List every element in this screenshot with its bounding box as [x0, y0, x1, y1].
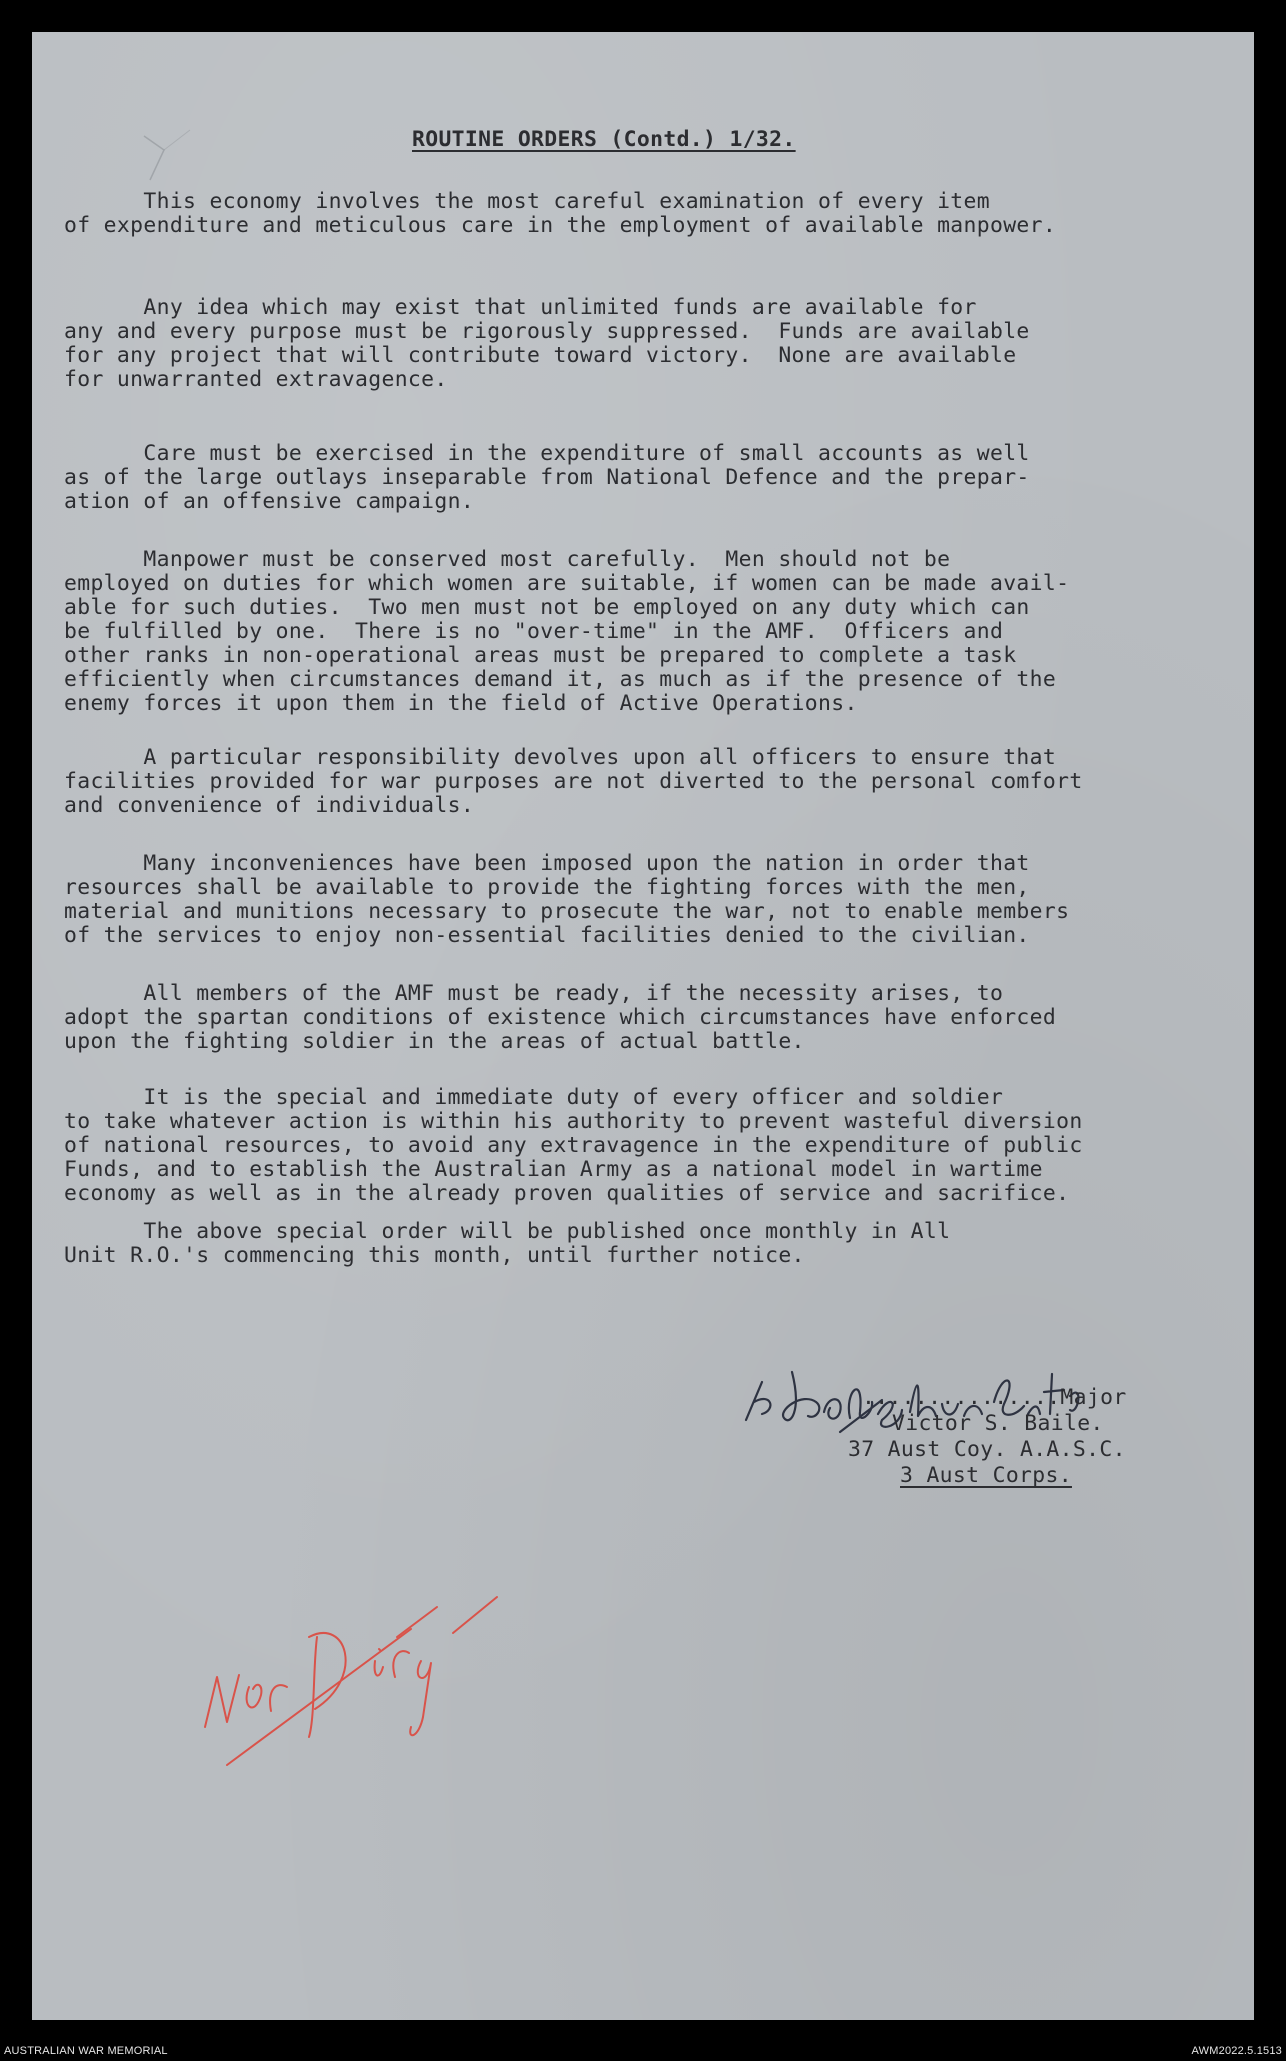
paragraph-line: Care must be exercised in the expenditure of small accounts as well	[64, 441, 1030, 466]
paragraph-line: as of the large outlays inseparable from National Defence and the prepar-	[64, 465, 1030, 490]
document-heading: ROUTINE ORDERS (Contd.) 1/32.	[412, 127, 796, 152]
paragraph-line: Any idea which may exist that unlimited funds are available for	[64, 295, 977, 320]
signatory-name: Victor S. Baile.	[892, 1411, 1104, 1436]
paragraph-line: The above special order will be published once monthly in All	[64, 1219, 951, 1244]
paragraph-line: material and munitions necessary to prosecute the war, not to enable members	[64, 899, 1070, 924]
paragraph	[64, 1220, 950, 1268]
paragraph-line: resources shall be available to provide the fighting forces with the men,	[64, 875, 1030, 900]
paragraph-line: Manpower must be conserved most carefully. Men should not be	[64, 547, 951, 572]
signatory-corps: 3 Aust Corps.	[900, 1463, 1072, 1488]
paragraph-line: for unwarranted extravagence.	[64, 367, 448, 392]
paragraph	[64, 442, 1030, 514]
paragraph-line: It is the special and immediate duty of every officer and soldier	[64, 1085, 1004, 1110]
paragraph-line: Funds, and to establish the Australian Army as a national model in wartime	[64, 1157, 1043, 1182]
paragraph	[64, 746, 1083, 818]
paragraph-line: upon the fighting soldier in the areas of actual battle.	[64, 1029, 805, 1054]
paragraph-line: efficiently when circumstances demand it, as much as if the presence of the	[64, 667, 1057, 692]
signature-block	[732, 1352, 1252, 1512]
paragraph-line: ation of an offensive campaign.	[64, 489, 475, 514]
paragraph-line: Unit R.O.'s commencing this month, until further notice.	[64, 1243, 805, 1268]
paragraph	[64, 982, 1056, 1054]
paragraph-line: be fulfilled by one. There is no "over-time" in the AMF. Officers and	[64, 619, 1004, 644]
paragraph-line: economy as well as in the already proven qualities of service and sacrifice.	[64, 1181, 1070, 1206]
paragraph	[64, 852, 1069, 948]
paragraph-line: of expenditure and meticulous care in the employment of available manpower.	[64, 213, 1057, 238]
paragraph-line: A particular responsibility devolves upon all officers to ensure that	[64, 745, 1057, 770]
paragraph	[64, 296, 1030, 392]
paragraph-line: enemy forces it upon them in the field of Active Operations.	[64, 691, 858, 716]
footer-institution: AUSTRALIAN WAR MEMORIAL	[4, 2045, 168, 2057]
paragraph-line: All members of the AMF must be ready, if the necessity arises, to	[64, 981, 1004, 1006]
paragraph-line: any and every purpose must be rigorously suppressed. Funds are available	[64, 319, 1030, 344]
paragraph-line: This economy involves the most careful examination of every item	[64, 189, 990, 214]
paragraph-line: adopt the spartan conditions of existence which circumstances have enforced	[64, 1005, 1057, 1030]
paragraph	[64, 548, 1069, 716]
signatory-unit: 37 Aust Coy. A.A.S.C.	[848, 1437, 1126, 1462]
paragraph	[64, 1086, 1083, 1206]
paragraph-line: of national resources, to avoid any extravagence in the expenditure of public	[64, 1133, 1083, 1158]
signature-dots-rank: ...............Major	[862, 1385, 1127, 1410]
paper-fold-mark	[142, 128, 202, 188]
paragraph	[64, 190, 1056, 238]
paragraph-line: to take whatever action is within his authority to prevent wasteful diversion	[64, 1109, 1083, 1134]
paragraph-line: Many inconveniences have been imposed upon the nation in order that	[64, 851, 1030, 876]
paragraph-line: of the services to enjoy non-essential facilities denied to the civilian.	[64, 923, 1030, 948]
document-page	[32, 32, 1254, 2020]
paragraph-line: other ranks in non-operational areas must be prepared to complete a task	[64, 643, 1017, 668]
footer-accession-number: AWM2022.5.1513	[1191, 2045, 1282, 2057]
paragraph-line: and convenience of individuals.	[64, 793, 475, 818]
paragraph-line: employed on duties for which women are suitable, if women can be made avail-	[64, 571, 1070, 596]
war-diary-pencil-annotation	[197, 1577, 577, 1777]
paragraph-line: for any project that will contribute toward victory. None are available	[64, 343, 1017, 368]
paragraph-line: facilities provided for war purposes are not diverted to the personal comfort	[64, 769, 1083, 794]
paragraph-line: able for such duties. Two men must not be employed on any duty which can	[64, 595, 1030, 620]
